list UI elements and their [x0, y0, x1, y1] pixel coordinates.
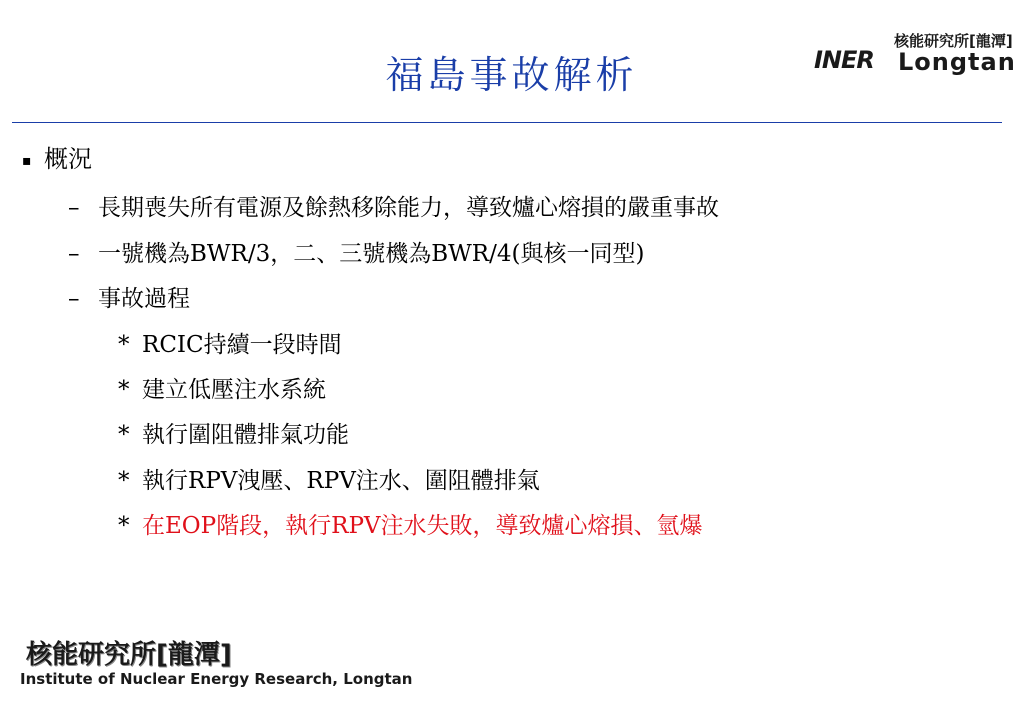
title-divider [12, 122, 1002, 123]
asterisk-marker: * [118, 468, 130, 494]
iner-logo-org-name: 核能研究所[龍潭] [894, 32, 1013, 50]
sub-list-item [118, 465, 540, 497]
slide-title: 福島事故解析 [385, 53, 638, 97]
footer-org-name-en: Institute of Nuclear Energy Research, Longtan [20, 670, 413, 688]
asterisk-marker: * [118, 513, 130, 539]
square-bullet-icon: ▪ [22, 152, 32, 169]
list-item-text: 長期喪失所有電源及餘熱移除能力，導致爐心熔損的嚴重事故 [98, 195, 719, 221]
footer-logo [20, 634, 420, 694]
iner-logo-place: Longtan [898, 48, 1016, 76]
sub-list-item-text: RCIC持續一段時間 [142, 332, 342, 358]
section-heading [22, 142, 92, 178]
section-heading-text: 概況 [44, 145, 92, 173]
sub-list-item-text: 執行RPV洩壓、RPV注水、圍阻體排氣 [142, 468, 540, 494]
list-item-text: 一號機為BWR/3，二、三號機為BWR/4(與核一同型) [98, 241, 645, 267]
dash-marker: – [68, 286, 80, 312]
list-item [68, 283, 190, 315]
sub-list-item [118, 329, 342, 361]
iner-logo-mark: INER [814, 46, 874, 74]
list-item [68, 192, 719, 224]
sub-list-item [118, 419, 349, 451]
footer-org-name-cjk: 核能研究所[龍潭] [26, 640, 232, 670]
asterisk-marker: * [118, 377, 130, 403]
list-item [68, 238, 644, 270]
sub-list-item [118, 374, 326, 406]
asterisk-marker: * [118, 422, 130, 448]
asterisk-marker: * [118, 332, 130, 358]
sub-list-item-text: 建立低壓注水系統 [142, 377, 326, 403]
dash-marker: – [68, 195, 80, 221]
dash-marker: – [68, 241, 80, 267]
sub-list-item-highlighted [118, 510, 703, 542]
sub-list-item-text: 執行圍阻體排氣功能 [142, 422, 349, 448]
list-item-text: 事故過程 [98, 286, 190, 312]
highlighted-item-text: 在EOP階段，執行RPV注水失敗，導致爐心熔損、氫爆 [142, 513, 703, 539]
